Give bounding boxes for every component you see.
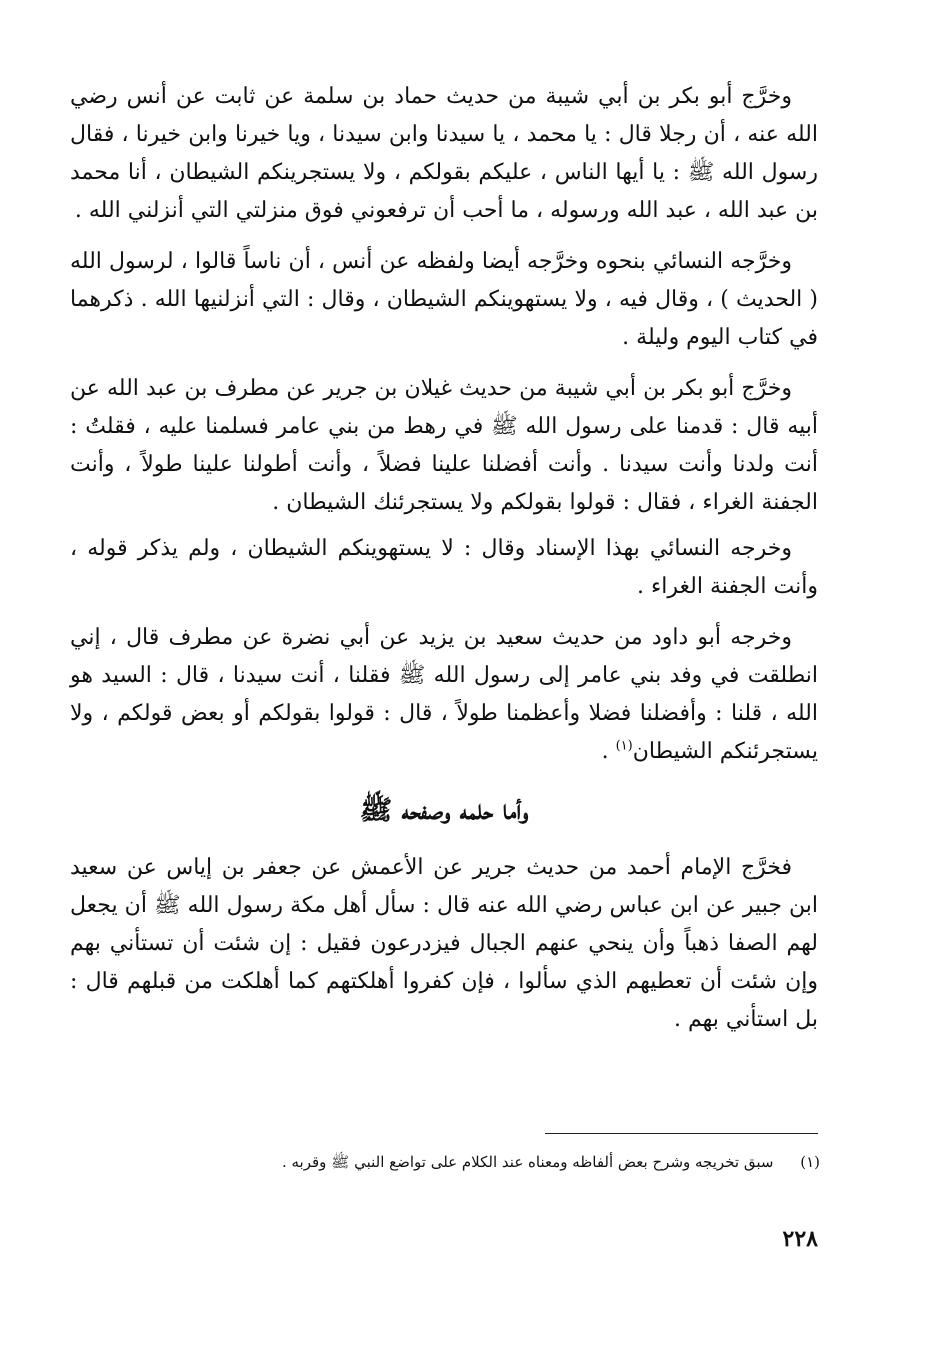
paragraph-1: وخرَّج أبو بكر بن أبي شيبة من حديث حماد بن سلمة عن ثابت عن أنس رضي الله عنه ، أن رجلا قال : يا محمد ، يا سيدنا وابن سيدنا ، ويا خيرنا وابن خيرنا ، فقال رسول الله ﷺ : يا أيها الناس ، عليكم بقولكم ، ولا يستجرينكم الشيطان ، أنا محمد بن عبد الله ، عبد الله ورسوله ، ما أحب أن ترفعوني فوق منزلتي التي أنزلني الله .	[70, 84, 818, 223]
footnote-divider	[545, 1133, 818, 1134]
footnote-text: سبق تخريجه وشرح بعض ألفاظه ومعناه عند الكلام على تواضع النبي ﷺ وقربه .	[281, 1153, 774, 1171]
paragraph-3: وخرَّج أبو بكر بن أبي شيبة من حديث غيلان بن جرير عن مطرف بن عبد الله عن أبيه قال : قدمنا على رسول الله ﷺ في رهط من بني عامر فسلمنا عليه ، فقلتُ : أنت ولدنا وأنت سيدنا . وأنت أفضلنا علينا فضلاً ، وأنت أطولنا علينا طولاً ، وأنت الجفنة الغراء ، فقال : قولوا بقولكم ولا يستجرئنك الشيطان .	[70, 376, 818, 515]
paragraph-5: وخرجه أبو داود من حديث سعيد بن يزيد عن أبي نضرة عن مطرف قال ، إني انطلقت في وفد بني عامر إلى رسول الله ﷺ فقلنا ، أنت سيدنا ، قال : السيد هو الله ، قلنا : وأفضلنا فضلا وأعظمنا طولاً ، قال : قولوا بقولكم أو بعض قولكم ، ولا يستجرئنكم الشيطان$^{(١)}$ .	[70, 625, 818, 764]
footnote-number: (١)	[800, 1153, 820, 1171]
paragraph-6: فخرَّج الإمام أحمد من حديث جرير عن الأعمش عن جعفر بن إياس عن سعيد ابن جبير عن ابن عباس رضي الله عنه قال : سأل أهل مكة رسول الله ﷺ أن يجعل لهم الصفا ذهباً وأن ينحي عنهم الجبال فيزدرعون فقيل : إن شئت أن تستأني بهم وإن شئت أن تعطيهم الذي سألوا ، فإن كفروا أهلكتهم كما أهلكت من قبلهم قال : بل استأني بهم .	[70, 855, 818, 1032]
footnote-reference: (١)	[615, 738, 633, 754]
page-body	[70, 78, 818, 1052]
paragraph-5-text: وخرجه أبو داود من حديث سعيد بن يزيد عن أبي نضرة عن مطرف قال ، إني انطلقت في وفد بني عامر إلى رسول الله ﷺ فقلنا ، أنت سيدنا ، قال : السيد هو الله ، قلنا : وأفضلنا فضلا وأعظمنا طولاً ، قال : قولوا بقولكم أو بعض قولكم ، ولا يستجرئنكم الشيطان	[70, 625, 818, 764]
paragraph-2: وخرَّجه النسائي بنحوه وخرَّجه أيضا ولفظه عن أنس ، أن ناساً قالوا ، لرسول الله ( الحديث ) ، وقال فيه ، ولا يستهوينكم الشيطان ، وقال : التي أنزلنيها الله . ذكرهما في كتاب اليوم وليلة .	[70, 249, 818, 350]
paragraph-4: وخرجه النسائي بهذا الإسناد وقال : لا يستهوينكم الشيطان ، ولم يذكر قوله ، وأنت الجفنة الغراء .	[70, 536, 818, 599]
section-heading: وأما حلمه وصفحه ﷺ	[359, 795, 529, 826]
footnote	[180, 1150, 820, 1174]
page-number: ٢٢٨	[782, 1226, 818, 1252]
